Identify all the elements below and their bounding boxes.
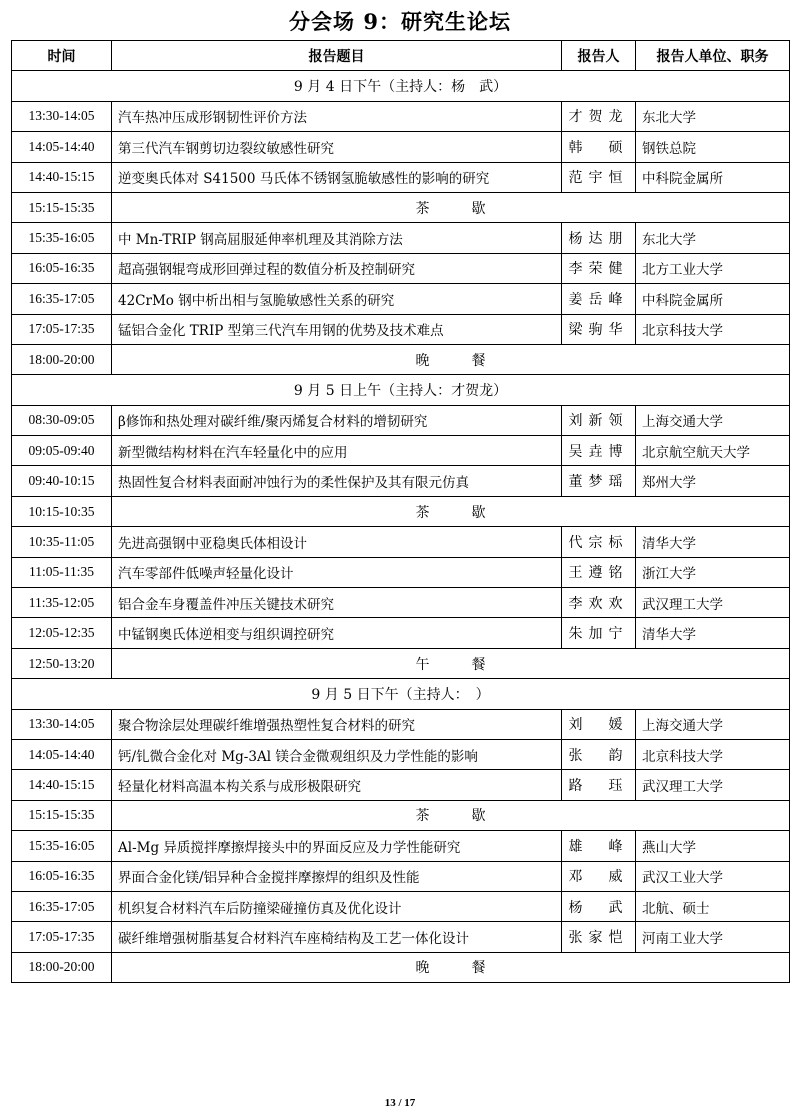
schedule-table xyxy=(11,40,790,983)
talk-row xyxy=(12,101,790,131)
org-cell: 中科院金属所 xyxy=(636,162,790,192)
org-cell: 北京科技大学 xyxy=(636,739,790,769)
topic-cell: 热固性复合材料表面耐冲蚀行为的柔性保护及其有限元仿真 xyxy=(112,466,562,496)
time-cell: 10:15-10:35 xyxy=(12,496,112,526)
talk-row xyxy=(12,132,790,162)
org-cell: 北京科技大学 xyxy=(636,314,790,344)
break-row xyxy=(12,952,790,982)
topic-cell: 先进高强钢中亚稳奥氏体相设计 xyxy=(112,527,562,557)
page-title: 分会场 9：研究生论坛 xyxy=(289,9,511,34)
talk-row xyxy=(12,253,790,283)
talk-row xyxy=(12,557,790,587)
topic-cell: 超高强钢辊弯成形回弹过程的数值分析及控制研究 xyxy=(112,253,562,283)
time-cell: 12:05-12:35 xyxy=(12,618,112,648)
org-cell: 武汉工业大学 xyxy=(636,861,790,891)
org-cell: 清华大学 xyxy=(636,527,790,557)
org-cell: 郑州大学 xyxy=(636,466,790,496)
org-cell: 清华大学 xyxy=(636,618,790,648)
time-cell: 15:15-15:35 xyxy=(12,800,112,830)
header-topic: 报告题目 xyxy=(112,41,562,71)
talk-row xyxy=(12,527,790,557)
speaker-cell: 张 韵 xyxy=(562,739,636,769)
speaker-cell: 刘新领 xyxy=(562,405,636,435)
talk-row xyxy=(12,466,790,496)
topic-cell: Al-Mg 异质搅拌摩擦焊接头中的界面反应及力学性能研究 xyxy=(112,831,562,861)
speaker-cell: 雄 峰 xyxy=(562,831,636,861)
session-title: 9 月 5 日下午（主持人： ） xyxy=(12,679,790,709)
break-label: 晚 餐 xyxy=(112,952,790,982)
break-row xyxy=(12,800,790,830)
time-cell: 16:35-17:05 xyxy=(12,284,112,314)
talk-row xyxy=(12,284,790,314)
talk-row xyxy=(12,223,790,253)
talk-row xyxy=(12,891,790,921)
topic-cell: 逆变奥氏体对 S41500 马氏体不锈钢氢脆敏感性的影响的研究 xyxy=(112,162,562,192)
topic-cell: 聚合物涂层处理碳纤维增强热塑性复合材料的研究 xyxy=(112,709,562,739)
time-cell: 14:40-15:15 xyxy=(12,162,112,192)
break-row xyxy=(12,496,790,526)
org-cell: 钢铁总院 xyxy=(636,132,790,162)
session-title: 9 月 4 日下午（主持人：杨 武） xyxy=(12,71,790,101)
time-cell: 12:50-13:20 xyxy=(12,648,112,678)
time-cell: 17:05-17:35 xyxy=(12,314,112,344)
topic-cell: 新型微结构材料在汽车轻量化中的应用 xyxy=(112,436,562,466)
talk-row xyxy=(12,162,790,192)
time-cell: 08:30-09:05 xyxy=(12,405,112,435)
topic-cell: 第三代汽车钢剪切边裂纹敏感性研究 xyxy=(112,132,562,162)
topic-cell: 碳纤维增强树脂基复合材料汽车座椅结构及工艺一体化设计 xyxy=(112,922,562,952)
session-header-row xyxy=(12,71,790,101)
time-cell: 13:30-14:05 xyxy=(12,101,112,131)
org-cell: 燕山大学 xyxy=(636,831,790,861)
time-cell: 11:05-11:35 xyxy=(12,557,112,587)
talk-row xyxy=(12,588,790,618)
time-cell: 14:40-15:15 xyxy=(12,770,112,800)
time-cell: 14:05-14:40 xyxy=(12,132,112,162)
break-label: 晚 餐 xyxy=(112,344,790,374)
topic-cell: 锰铝合金化 TRIP 型第三代汽车用钢的优势及技术难点 xyxy=(112,314,562,344)
header-time: 时间 xyxy=(12,41,112,71)
break-label: 茶 歇 xyxy=(112,496,790,526)
time-cell: 15:35-16:05 xyxy=(12,223,112,253)
org-cell: 上海交通大学 xyxy=(636,405,790,435)
org-cell: 武汉理工大学 xyxy=(636,588,790,618)
time-cell: 16:05-16:35 xyxy=(12,253,112,283)
speaker-cell: 姜岳峰 xyxy=(562,284,636,314)
session-header-row xyxy=(12,375,790,405)
speaker-cell: 邓 威 xyxy=(562,861,636,891)
talk-row xyxy=(12,709,790,739)
break-label: 茶 歇 xyxy=(112,800,790,830)
time-cell: 14:05-14:40 xyxy=(12,739,112,769)
header-org: 报告人单位、职务 xyxy=(636,41,790,71)
break-row xyxy=(12,344,790,374)
time-cell: 11:35-12:05 xyxy=(12,588,112,618)
header-row xyxy=(12,41,790,71)
speaker-cell: 吴垚博 xyxy=(562,436,636,466)
topic-cell: 汽车热冲压成形钢韧性评价方法 xyxy=(112,101,562,131)
speaker-cell: 李荣健 xyxy=(562,253,636,283)
time-cell: 13:30-14:05 xyxy=(12,709,112,739)
header-speaker: 报告人 xyxy=(562,41,636,71)
talk-row xyxy=(12,922,790,952)
org-cell: 浙江大学 xyxy=(636,557,790,587)
org-cell: 河南工业大学 xyxy=(636,922,790,952)
talk-row xyxy=(12,405,790,435)
time-cell: 09:05-09:40 xyxy=(12,436,112,466)
topic-cell: 钙/钆微合金化对 Mg-3Al 镁合金微观组织及力学性能的影响 xyxy=(112,739,562,769)
break-label: 茶 歇 xyxy=(112,192,790,222)
org-cell: 北航、硕士 xyxy=(636,891,790,921)
talk-row xyxy=(12,618,790,648)
time-cell: 18:00-20:00 xyxy=(12,344,112,374)
topic-cell: 42CrMo 钢中析出相与氢脆敏感性关系的研究 xyxy=(112,284,562,314)
time-cell: 17:05-17:35 xyxy=(12,922,112,952)
break-row xyxy=(12,192,790,222)
speaker-cell: 梁驹华 xyxy=(562,314,636,344)
schedule-body xyxy=(12,71,790,983)
time-cell: 16:05-16:35 xyxy=(12,861,112,891)
speaker-cell: 代宗标 xyxy=(562,527,636,557)
break-row xyxy=(12,648,790,678)
topic-cell: 界面合金化镁/铝异种合金搅拌摩擦焊的组织及性能 xyxy=(112,861,562,891)
session-title: 9 月 5 日上午（主持人：才贺龙） xyxy=(12,375,790,405)
time-cell: 09:40-10:15 xyxy=(12,466,112,496)
speaker-cell: 朱加宁 xyxy=(562,618,636,648)
time-cell: 15:35-16:05 xyxy=(12,831,112,861)
org-cell: 北京航空航天大学 xyxy=(636,436,790,466)
talk-row xyxy=(12,739,790,769)
speaker-cell: 李欢欢 xyxy=(562,588,636,618)
speaker-cell: 张家恺 xyxy=(562,922,636,952)
page-number: 13 / 17 xyxy=(384,1097,416,1109)
topic-cell: 机织复合材料汽车后防撞梁碰撞仿真及优化设计 xyxy=(112,891,562,921)
talk-row xyxy=(12,314,790,344)
topic-cell: 轻量化材料高温本构关系与成形极限研究 xyxy=(112,770,562,800)
speaker-cell: 才贺龙 xyxy=(562,101,636,131)
org-cell: 东北大学 xyxy=(636,223,790,253)
break-label: 午 餐 xyxy=(112,648,790,678)
topic-cell: β修饰和热处理对碳纤维/聚丙烯复合材料的增韧研究 xyxy=(112,405,562,435)
org-cell: 北方工业大学 xyxy=(636,253,790,283)
speaker-cell: 韩 硕 xyxy=(562,132,636,162)
talk-row xyxy=(12,861,790,891)
org-cell: 中科院金属所 xyxy=(636,284,790,314)
talk-row xyxy=(12,770,790,800)
time-cell: 10:35-11:05 xyxy=(12,527,112,557)
session-header-row xyxy=(12,679,790,709)
time-cell: 16:35-17:05 xyxy=(12,891,112,921)
org-cell: 上海交通大学 xyxy=(636,709,790,739)
speaker-cell: 范宇恒 xyxy=(562,162,636,192)
speaker-cell: 杨达朋 xyxy=(562,223,636,253)
speaker-cell: 刘 媛 xyxy=(562,709,636,739)
topic-cell: 铝合金车身覆盖件冲压关键技术研究 xyxy=(112,588,562,618)
topic-cell: 汽车零部件低噪声轻量化设计 xyxy=(112,557,562,587)
speaker-cell: 杨 武 xyxy=(562,891,636,921)
speaker-cell: 董梦瑶 xyxy=(562,466,636,496)
talk-row xyxy=(12,436,790,466)
time-cell: 18:00-20:00 xyxy=(12,952,112,982)
speaker-cell: 王遵铭 xyxy=(562,557,636,587)
topic-cell: 中 Mn-TRIP 钢高屈服延伸率机理及其消除方法 xyxy=(112,223,562,253)
org-cell: 东北大学 xyxy=(636,101,790,131)
speaker-cell: 路 珏 xyxy=(562,770,636,800)
org-cell: 武汉理工大学 xyxy=(636,770,790,800)
topic-cell: 中锰钢奥氏体逆相变与组织调控研究 xyxy=(112,618,562,648)
time-cell: 15:15-15:35 xyxy=(12,192,112,222)
talk-row xyxy=(12,831,790,861)
